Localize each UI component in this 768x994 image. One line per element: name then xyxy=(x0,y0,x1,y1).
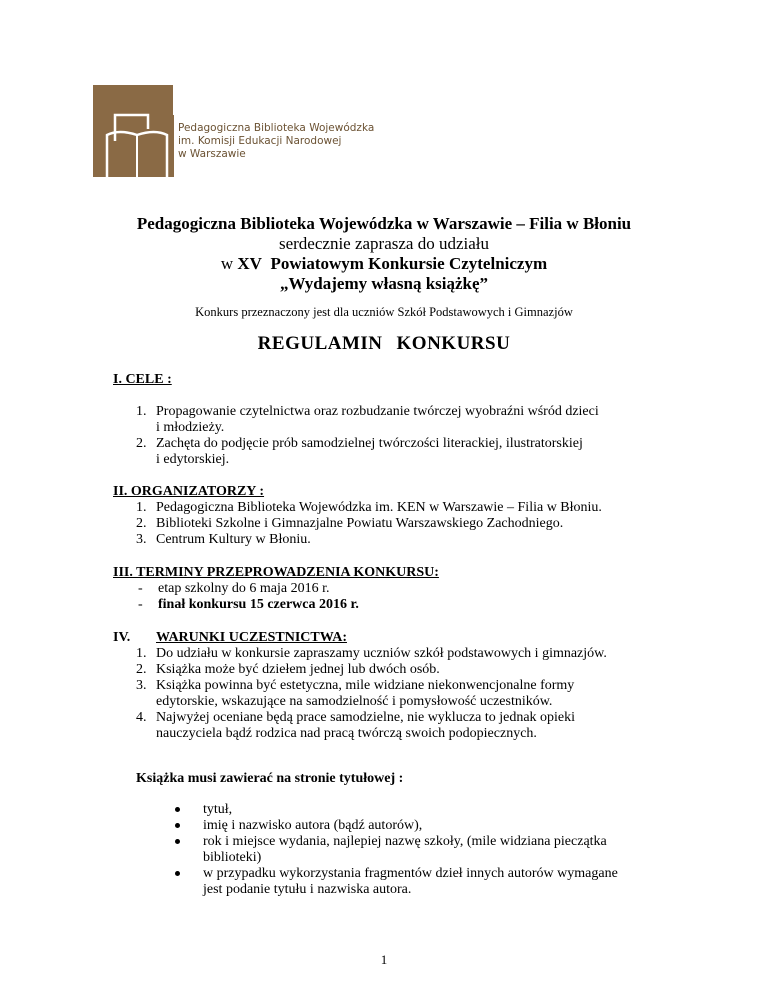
invite-line: serdecznie zaprasza do udziału xyxy=(278,234,490,253)
regulamin-word: REGULAMIN xyxy=(257,333,383,354)
item-text: etap szkolny do 6 maja 2016 r. xyxy=(158,581,330,596)
audience-line: Konkurs przeznaczony jest dla uczniów Szkół Podstawowych i Gimnazjów xyxy=(195,305,573,319)
contest-line xyxy=(0,254,768,274)
bullet-text: imię i nazwisko autora (bądź autorów), xyxy=(203,818,423,833)
contest-prefix: w xyxy=(220,254,238,273)
item-number: 3. xyxy=(136,532,147,547)
list-item xyxy=(136,436,583,452)
bullet-item xyxy=(175,802,232,818)
logo-text xyxy=(178,122,374,161)
konkursu-word: KONKURSU xyxy=(396,333,511,354)
item-dash: - xyxy=(138,581,143,596)
item-text: Propagowanie czytelnictwa oraz rozbudzanie twórczej wyobraźni wśród dzieci xyxy=(156,404,599,419)
bullet-text: w przypadku wykorzystania fragmentów dzieł innych autorów wymagane xyxy=(203,866,618,881)
list-item xyxy=(136,710,575,726)
section-2-heading: II. ORGANIZATORZY : xyxy=(113,484,265,499)
item-continuation: edytorskie, wskazujące na samodzielność i pomysłowość uczestników. xyxy=(156,694,553,709)
logo-line-1: Pedagogiczna Biblioteka Wojewódzka xyxy=(178,122,375,134)
list-item xyxy=(136,516,563,532)
item-text: Biblioteki Szkolne i Gimnazjalne Powiatu Warszawskiego Zachodniego. xyxy=(156,516,564,531)
bullet-item xyxy=(175,834,607,850)
bullet-text: tytuł, xyxy=(203,802,233,817)
bullet-list xyxy=(175,802,735,912)
bullet-text: rok i miejsce wydania, najlepiej nazwę szkoły, (mile widziana pieczątka xyxy=(203,834,607,849)
item-number: 1. xyxy=(136,500,147,515)
bullet-item xyxy=(175,866,618,882)
item-text: Pedagogiczna Biblioteka Wojewódzka im. KEN w Warszawie – Filia w Błoniu. xyxy=(156,500,602,515)
section-1-heading: I. CELE : xyxy=(113,372,172,387)
item-text: Książka może być dziełem jednej lub dwóch osób. xyxy=(156,662,440,677)
list-item xyxy=(136,646,607,662)
item-number: 2. xyxy=(136,436,147,451)
list-item xyxy=(138,597,359,613)
section-3-heading: III. TERMINY PRZEPROWADZENIA KONKURSU: xyxy=(113,565,439,580)
bullet-item xyxy=(175,818,422,834)
logo-line-3: w Warszawie xyxy=(178,148,246,160)
item-text: Do udziału w konkursie zapraszamy uczniów szkół podstawowych i gimnazjów. xyxy=(156,646,607,661)
bullet-dot xyxy=(175,871,180,876)
contest-title: „Wydajemy własną książkę” xyxy=(279,274,489,293)
contest-number: XV xyxy=(237,254,262,273)
page-number: 1 xyxy=(380,952,388,967)
item-continuation: nauczyciela bądź rodzica nad pracą twórczą swoich podopiecznych. xyxy=(156,726,537,741)
item-text: Książka powinna być estetyczna, mile widziane niekonwencjonalne formy xyxy=(156,678,575,693)
bullet-dot xyxy=(175,839,180,844)
bullet-dot xyxy=(175,823,180,828)
document-title: Pedagogiczna Biblioteka Wojewódzka w Warszawie – Filia w Błoniu xyxy=(136,214,632,233)
item-number: 1. xyxy=(136,404,147,419)
list-item xyxy=(136,500,602,516)
item-number: 3. xyxy=(136,678,147,693)
list-item xyxy=(136,662,440,678)
bullet-dot xyxy=(175,807,180,812)
item-text: finał konkursu 15 czerwca 2016 r. xyxy=(158,597,359,612)
list-item xyxy=(136,404,599,420)
item-continuation: i młodzieży. xyxy=(156,420,225,435)
logo-line-2: im. Komisji Edukacji Narodowej xyxy=(178,135,342,147)
item-number: 2. xyxy=(136,516,147,531)
item-continuation: i edytorskiej. xyxy=(156,452,230,467)
contest-name: Powiatowym Konkursie Czytelniczym xyxy=(270,254,548,273)
section-4-roman: IV. xyxy=(113,630,131,645)
item-dash: - xyxy=(138,597,143,612)
regulamin-heading xyxy=(0,333,768,355)
item-text: Centrum Kultury w Błoniu. xyxy=(156,532,311,547)
item-text: Najwyżej oceniane będą prace samodzielne, nie wyklucza to jednak opieki xyxy=(156,710,576,725)
section-4-heading: WARUNKI UCZESTNICTWA: xyxy=(156,630,347,645)
item-number: 2. xyxy=(136,662,147,677)
list-item xyxy=(136,532,311,548)
item-number: 1. xyxy=(136,646,147,661)
list-item xyxy=(136,678,574,694)
list-item xyxy=(138,581,329,597)
item-text: Zachęta do podjęcie prób samodzielnej twórczości literackiej, ilustratorskiej xyxy=(156,436,583,451)
bullet-continuation: jest podanie tytułu i nazwiska autora. xyxy=(203,882,412,897)
logo-block xyxy=(93,85,173,177)
title-page-heading: Książka musi zawierać na stronie tytułowej : xyxy=(136,771,404,786)
bullet-continuation: biblioteki) xyxy=(203,850,262,865)
item-number: 4. xyxy=(136,710,147,725)
